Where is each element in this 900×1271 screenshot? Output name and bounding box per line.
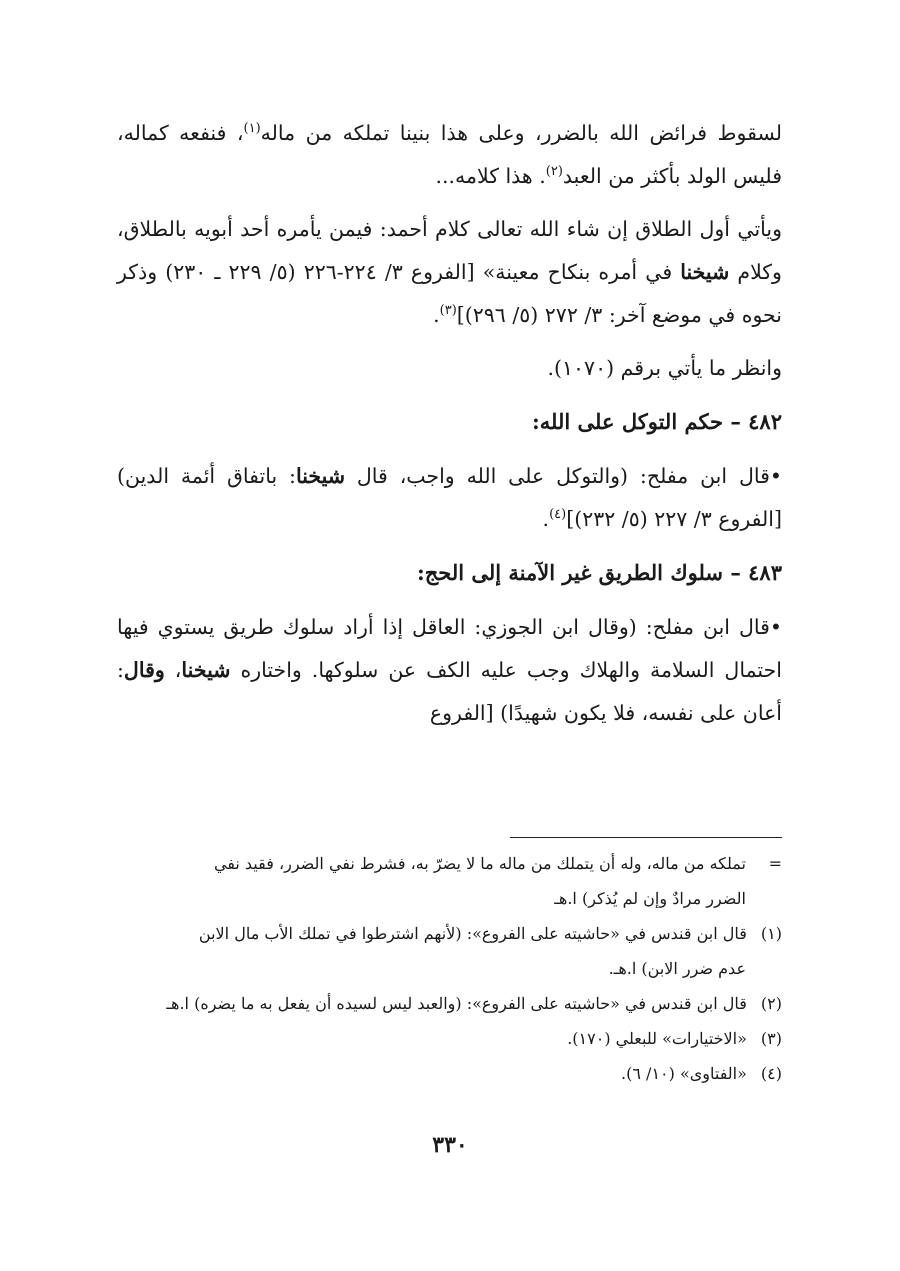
footnotes [117, 846, 782, 1091]
footnote-ref-2[interactable]: (٢) [545, 164, 563, 180]
footnote-number: (٢) [760, 994, 782, 1013]
text-run: . هذا كلامه... [435, 164, 546, 188]
text-run: •قال ابن مفلح: (وقال ابن الجوزي: العاقل إذا أراد سلوك طريق يستوي فيها احتمال السلامة والهلاك وجب عليه الكف عن سلوكها. واختاره [117, 615, 782, 682]
text-run: لسقوط فرائض الله بالضرر، وعلى هذا بنينا تملكه من ماله [260, 121, 782, 145]
continuation-marker: = [768, 854, 782, 873]
section-heading-483: ٤٨٣ – سلوك الطريق غير الآمنة إلى الحج: [416, 560, 782, 585]
footnote-3 [117, 1021, 782, 1056]
footnote-continuation [117, 846, 782, 881]
footnote-1 [117, 916, 782, 951]
footnote-ref-1[interactable]: (١) [243, 121, 261, 137]
footnote-text: تملكه من ماله، وله أن يتملك من ماله ما لا يضرّ به، فشرط نفي الضرر، فقيد نفي [213, 854, 746, 873]
footnote-text: «الفتاوى» (١٠/ ٦). [621, 1064, 747, 1083]
footnote-continuation-line: الضرر مرادٌ وإن لم يُذكر) ا.هـ [554, 889, 746, 908]
footnote-4 [117, 1056, 782, 1091]
main-text [117, 112, 782, 735]
footnote-number: (١) [760, 924, 782, 943]
footnote-ref-3[interactable]: (٣) [439, 303, 457, 319]
footnote-number: (٤) [760, 1064, 782, 1083]
text-run: في أمره بنكاح معينة» [الفروع ٣/ ٢٢٤-٢٢٦ (٥/ ٢٢٩ ـ ٢٣٠) وذكر نحوه في موضع آخر: ٣/ ٢٧٢ (٥/ ٢٩٦)] [117, 260, 782, 327]
shaykh-name: شيخنا [680, 260, 730, 284]
footnote-text: «الاختيارات» للبعلي (١٧٠). [567, 1029, 747, 1048]
text-run: ، فنفعه كماله، [117, 121, 244, 145]
page-number: ٣٣٠ [432, 1132, 468, 1158]
text-run: •قال ابن مفلح: (والتوكل على الله واجب، قال [356, 464, 782, 488]
text-run: وانظر ما يأتي برقم (١٠٧٠). [547, 356, 782, 380]
text-run: . [542, 507, 550, 531]
footnote-1-line-2: عدم ضرر الابن) ا.هـ. [608, 959, 746, 978]
qala-bold: وقال [123, 658, 165, 682]
section-heading-482: ٤٨٢ – حكم التوكل على الله: [532, 409, 782, 434]
text-run: ويأتي أول الطلاق إن شاء الله تعالى كلام أحمد: فيمن يأمره أحد أبويه بالطلاق، وكلام [117, 217, 782, 284]
text-run: : باتفاق أئمة الدين) [الفروع ٣/ ٢٢٧ (٥/ ٢٣٢)] [117, 464, 782, 531]
footnote-separator [510, 837, 782, 838]
paragraph-482 [117, 455, 782, 541]
paragraph-483 [117, 606, 782, 735]
paragraph-see-also [117, 347, 782, 390]
shaykh-name: شيخنا [181, 658, 231, 682]
paragraph-continuation [117, 112, 782, 198]
text-run: فليس الولد بأكثر من العبد [562, 164, 782, 188]
footnote-ref-4[interactable]: (٤) [549, 507, 567, 523]
shaykh-name: شيخنا [295, 464, 345, 488]
footnote-text: قال ابن قندس في «حاشيته على الفروع»: (والعبد ليس لسيده أن يفعل به ما يضره) ا.هـ [166, 994, 747, 1013]
footnote-2 [117, 986, 782, 1021]
text-run: : أعان على نفسه، فلا يكون شهيدًا) [الفروع [117, 658, 782, 725]
footnote-number: (٣) [760, 1029, 782, 1048]
paragraph-talaq [117, 208, 782, 337]
text-run: . [433, 303, 440, 327]
footnote-text: قال ابن قندس في «حاشيته على الفروع»: (لأنهم اشترطوا في تملك الأب مال الابن [198, 924, 747, 943]
text-run: ، [174, 658, 182, 682]
